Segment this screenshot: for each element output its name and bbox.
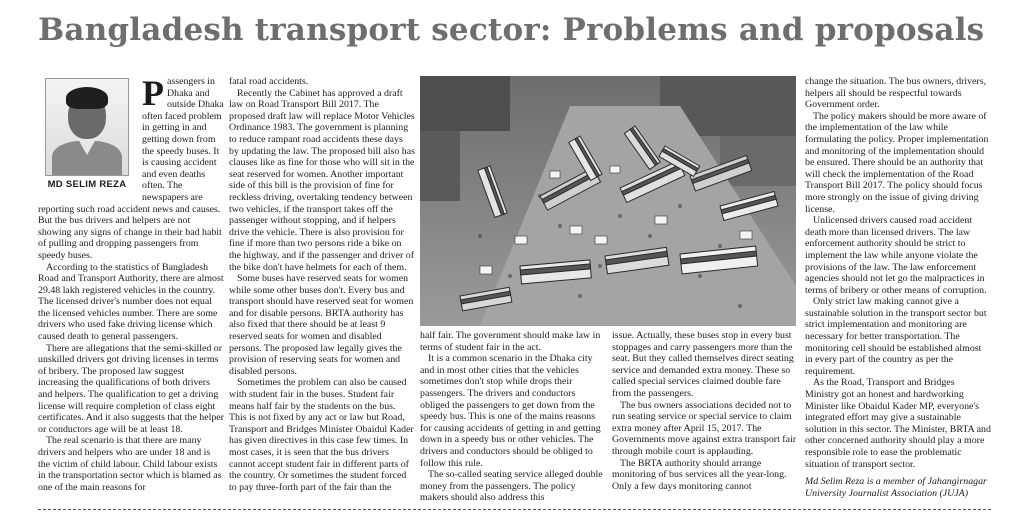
article-paragraph: half fair. The government should make law in terms of student fair in the act.	[420, 330, 601, 353]
article-paragraph: It is a common scenario in the Dhaka city and in most other cities that the vehicles sometimes don't stop while drops their passengers. The drivers and conductors obliged the passengers to get down from the speedy bus. This is one of the mains reasons for causing accidents of getting in and getting down in a speedy bus or other vehicles. The drivers and conductors should be obliged to follow this rule.	[420, 353, 601, 469]
article-paragraph: The policy makers should be more aware of the implementation of the law while formulating the policy. Proper implementation and monitoring of the implementation should be ensured. There should be an authority that will check the implementation of the Road Transport Bill 2017. The policy should focus more strongly on the issue of giving driving license.	[805, 110, 989, 215]
article-paragraph: change the situation. The bus owners, drivers, helpers all should be respectful towards Government order.	[805, 76, 987, 111]
article-paragraph: According to the statistics of Bangladesh Road and Transport Authority, there are almost 29.48 lakh registered vehicles in the country. The licensed driver's number does not equal the licensed vehicles number. There are some drivers who used fake driving license which caused death to general passengers.	[38, 261, 224, 343]
article-column-3	[420, 330, 606, 504]
author-name: MD SELIM REZA	[47, 179, 127, 190]
author-photo	[45, 78, 129, 176]
author-box	[38, 78, 136, 191]
headline: Bangladesh transport sector: Problems and proposals	[38, 12, 985, 48]
article-paragraph: Passengers in Dhaka and outside Dhaka often faced problem in getting in and getting down from the speedy buses. It is causing accident and even deaths often. The newspapers are reporting such road accident news and causes. But the bus drivers and helpers are not showing any signs of change in their bad habit of pulling and dropping passengers from speedy buses.	[38, 73, 224, 261]
article-paragraph: Only strict law making cannot give a sustainable solution in the transport sector but strict implementation and monitoring are necessary for better transportation. The monitoring cell should be established almost in every part of the country as per the requirement.	[805, 296, 987, 377]
article-paragraph: The so-called seating service alleged double money from the passengers. The policy makers should also address this	[420, 469, 603, 504]
article-paragraph: The real scenario is that there are many drivers and helpers who are under 18 and is the victim of child labour. Child labour exists in the transportation sector which is blamed as one of the main reasons for	[38, 435, 222, 493]
article-column-1	[38, 73, 224, 493]
author-footnote: Md Selim Reza is a member of Jahangirnagar University Journalist Association (JUJA)	[805, 476, 987, 499]
page-divider	[38, 509, 991, 510]
article-paragraph: Unlicensed drivers caused road accident death more than licensed drivers. The law enforcement authority should be strict to implement the law while anyone violate the provisions of the law. The law enforcement agencies should not let go the malpractices in terms of bribery or other means of corruption.	[805, 215, 987, 296]
article-column-4	[612, 330, 798, 492]
drop-cap: P	[142, 73, 164, 113]
article-column-5	[805, 76, 991, 499]
article-paragraph: Some buses have reserved seats for women while some other buses don't. Every bus and transport should have reserved seat for women and for disable persons. BRTA authority has also fixed that there should be at least 9 reserved seats for women and disabled persons. The proposed law legally gives the provision of reserving seats for women and disabled persons.	[229, 273, 414, 377]
article-paragraph: As the Road, Transport and Bridges Ministry got an honest and hardworking Minister like Obaidul Kader MP, everyone's integrated effort may give a sustainable solution in this sector. The Minister, BRTA and other concerned authority should play a more responsible role to ease the problematic situation of transport sector.	[805, 377, 991, 470]
article-paragraph: The bus owners associations decided not to run seating service or special service to claim extra money after April 15, 2017. The Governments move against extra transport fair through mobile court is applauding.	[612, 399, 796, 457]
article-paragraph: The BRTA authority should arrange monitoring of bus services all the year-long. Only a few days monitoring cannot	[612, 457, 787, 492]
traffic-jam-illustration	[420, 76, 796, 326]
article-paragraph: Sometimes the problem can also be caused with student fair in the buses. Student fair means half fair by the students on the bus. This is not fixed by any act or law but Road, Transport and Bridges Minister Obaidul Kader has given directives in this case few times. In most cases, it is seen that the bus drivers cannot accept student fair in different parts of the country. Or sometimes the student forced to pay three-forth part of the fair than the	[229, 377, 414, 493]
traffic-photo	[420, 76, 796, 326]
article-paragraph: Recently the Cabinet has approved a draft law on Road Transport Bill 2017. The proposed draft law will replace Motor Vehicles Ordinance 1983. The government is planning to reduce rampant road accidents these days by updating the law. The proposed bill also has clauses like as fine for those who will sit in the seat reserved for women. Another important side of this bill is the provision of fine for reckless driving, overtaking tendency between two vehicles, if the transport takes off the passenger without stopping, and if helpers drive the vehicle. There is also provision for fine if more than two persons ride a bike on the highway, and if the passenger and driver of the bike don't have helmets for each of them.	[229, 87, 415, 273]
article-column-2	[229, 76, 415, 493]
article-paragraph: fatal road accidents.	[229, 76, 309, 87]
article-paragraph: There are allegations that the semi-skilled or unskilled drivers got driving licenses in terms of bribery. The proposed law suggest increasing the qualifications of both drivers and helpers. The qualification to get a driving license will require completion of class eight certificates. And it also suggests that the helper or conductors age will be at least 18.	[38, 342, 224, 435]
article-paragraph: issue. Actually, these buses stop in every bust stoppages and carry passengers more than the seat. But they called themselves direct seating service and demanded extra money. These so called special services claimed double fare from the passengers.	[612, 330, 794, 399]
